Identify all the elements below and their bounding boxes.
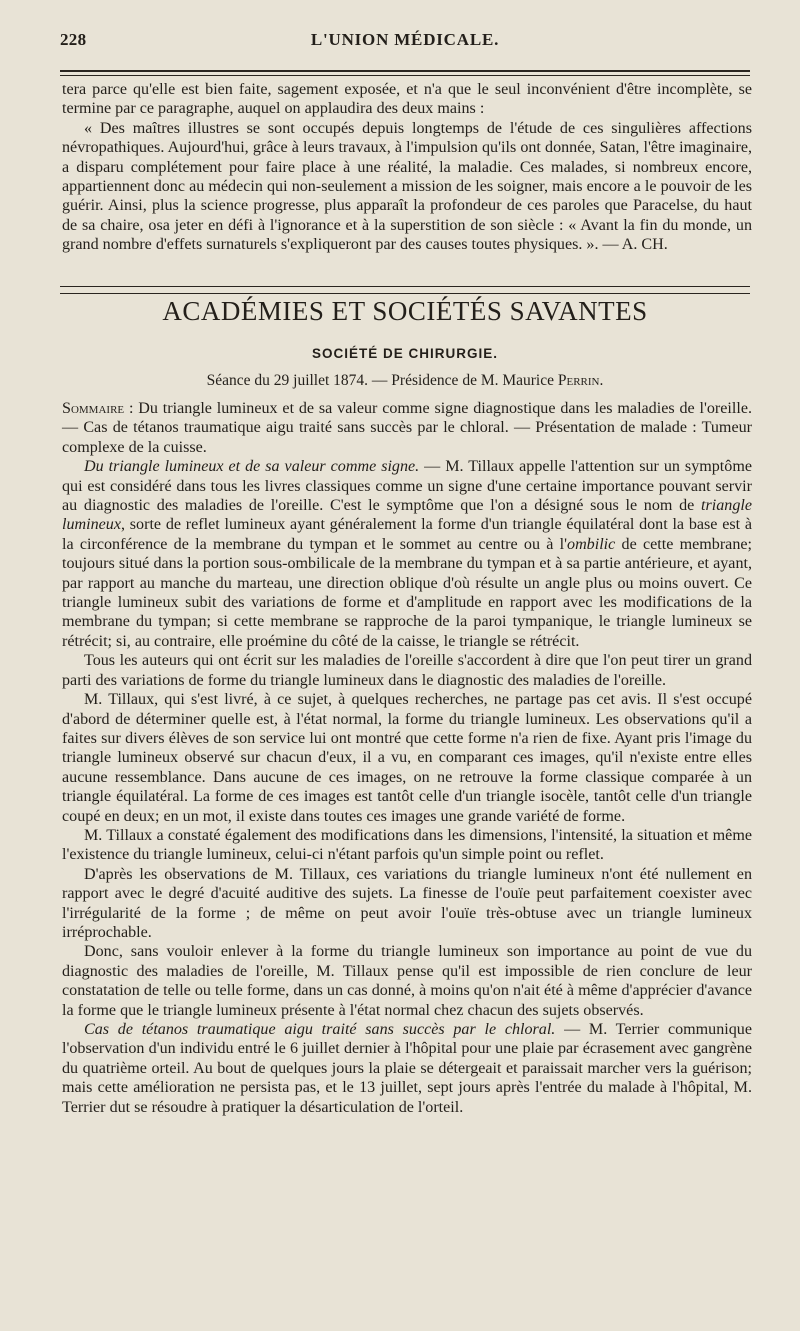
paragraph-triangle-text-b: , sorte de reflet lumineux ayant généralement la forme d'un triangle équilatéral dont la base est à la circonférence de la membrane du tympan et le sommet au centre ou à l' (62, 516, 752, 553)
section-separator (60, 286, 750, 294)
paragraph-tetanos-text: — M. Terrier communique l'observation d'un individu entré le 6 juillet dernier à l'hôpital pour une plaie par écrasement avec gangrène du quatrième orteil. Au bout de quelques jours la plaie se détergeait et paraissait marcher vers la guérison; mais cette amélioration ne persista pas, et le 13 juillet, sept jours après l'entrée du malade à l'hôpital, M. Terrier dut se résoudre à pratiquer la désarticulation de l'orteil. (62, 1021, 752, 1116)
journal-title: L'UNION MÉDICALE. (310, 30, 500, 49)
paragraph-triangle-title: Du triangle lumineux et de sa valeur comme signe. (84, 458, 420, 476)
intro-text (62, 80, 752, 255)
paragraph-tetanos (62, 1020, 752, 1117)
seance-line (60, 372, 750, 390)
paragraph-tetanos-title: Cas de tétanos traumatique aigu traité sans succès par le chloral. (84, 1021, 556, 1038)
term-ombilic: ombilic (567, 535, 616, 553)
sommaire-paragraph (62, 399, 752, 457)
running-header (60, 30, 750, 56)
seance-prefix: Séance du 29 juillet 1874. — Présidence de M. Maurice (206, 372, 558, 389)
paragraph-triangle-text-c: de cette membrane; toujours situé dans la portion sous-ombilicale de la membrane du tympan et à sa partie antérieure, et ayant, par rapport au manche du marteau, une direction oblique d'où résulte un angle plus ou moins ouvert. Ce triangle lumineux subit des variations de forme et d'amplitude en rapport avec les modifications de la membrane du tympan; si cette membrane se rapproche de la paroi tympanique, le triangle lumineux se rétrécit; si, au contraire, elle proémine du côté de la caisse, le triangle se rétrécit. (62, 535, 752, 650)
header-rule (60, 70, 750, 72)
page-number: 228 (60, 30, 87, 49)
section-title: ACADÉMIES ET SOCIÉTÉS SAVANTES (162, 296, 648, 326)
intro-paragraph-1: tera parce qu'elle est bien faite, sagement exposée, et n'a que le seul inconvénient d'être incomplète, se termine par ce paragraphe, auquel on applaudira des deux mains : (62, 81, 752, 118)
paragraph-2: Tous les auteurs qui ont écrit sur les maladies de l'oreille s'accordent à dire que l'on peut tirer un grand parti des variations de forme du triangle lumineux dans le diagnostic des maladies de l'oreille. (62, 652, 752, 689)
header-rule-thin (60, 75, 750, 76)
seance-president: Perrin (557, 372, 600, 389)
paragraph-6: Donc, sans vouloir enlever à la forme du triangle lumineux son importance au point de vue du diagnostic des maladies de l'oreille, M. Tillaux pense qu'il est impossible de rien conclure de leur constatation de telle ou telle forme, dans un cas donné, à moins qu'on n'ait été à même d'apprécier d'avance la forme que le triangle lumineux présente à l'état normal chez chacun des sujets observés. (62, 943, 752, 1019)
paragraph-triangle-text-a: — M. Tillaux appelle l'attention sur un symptôme qui est considéré dans tous les livres classiques comme un signe d'une certaine importance pouvant servir au diagnostic des maladies de l'oreille. C'est le symptôme que l'on a désigné sous le nom de (62, 458, 752, 515)
paragraph-5: D'après les observations de M. Tillaux, ces variations du triangle lumineux n'ont été nullement en rapport avec le degré d'acuité auditive des sujets. La finesse de l'ouïe peut parfaitement coexister avec l'irrégularité de la forme ; de même on peut avoir l'ouïe très-obtuse avec un triangle lumineux irréprochable. (62, 865, 752, 941)
paragraph-triangle (62, 457, 752, 651)
society-heading: SOCIÉTÉ DE CHIRURGIE. (311, 346, 499, 361)
sommaire-text: : Du triangle lumineux et de sa valeur comme signe diagnostique dans les maladies de l'oreille. — Cas de tétanos traumatique aigu traité sans succès par le chloral. — Présentation de malade : Tumeur complexe de la cuisse. (62, 400, 752, 456)
paragraph-3: M. Tillaux, qui s'est livré, à ce sujet, à quelques recherches, ne partage pas cet avis. Il s'est occupé d'abord de déterminer quelle est, à l'état normal, la forme du triangle lumineux. Les observations qu'il a faites sur divers élèves de son service lui ont montré que cette forme n'a rien de fixe. Ayant pris l'image du triangle lumineux observé sur chacun d'eux, il a vu, en comparant ces images, qu'il n'existe entre elles aucune ressemblance. Dans aucune de ces images, on ne retrouve la forme classique comparée à un triangle équilatéral. La forme de ces images est tantôt celle d'un triangle isocèle, tantôt celle d'un triangle coupé en deux; en un mot, il existe dans toutes ces images une grande variété de forme. (62, 691, 752, 825)
intro-paragraph-2: « Des maîtres illustres se sont occupés depuis longtemps de l'étude de ces singulières affections névropathiques. Aujourd'hui, grâce à leurs travaux, à l'impulsion qu'ils ont donnée, Satan, l'être imaginaire, a disparu complétement pour faire place à une réalité, la maladie. Ces malades, si nombreux encore, appartiennent donc au médecin qui non-seulement a mission de les soigner, mais encore a le pouvoir de les guérir. Ainsi, plus la science progresse, plus apparaît la profondeur de ces paroles que Paracelse, du haut de sa chaire, osa jeter en défi à l'ignorance et à la superstition de son siècle : « Avant la fin du monde, un grand nombre d'effets surnaturels s'expliqueront par des causes toutes physiques. ». — A. CH. (62, 119, 752, 254)
term-triangle-lumineux: triangle lumineux (62, 497, 752, 534)
main-text (62, 399, 752, 1117)
paragraph-4: M. Tillaux a constaté également des modifications dans les dimensions, l'intensité, la situation et même l'existence du triangle lumineux, celui-ci n'étant parfois qu'un simple point ou reflet. (62, 826, 752, 864)
sommaire-label: Sommaire (62, 400, 125, 417)
seance-suffix: . (599, 372, 604, 389)
